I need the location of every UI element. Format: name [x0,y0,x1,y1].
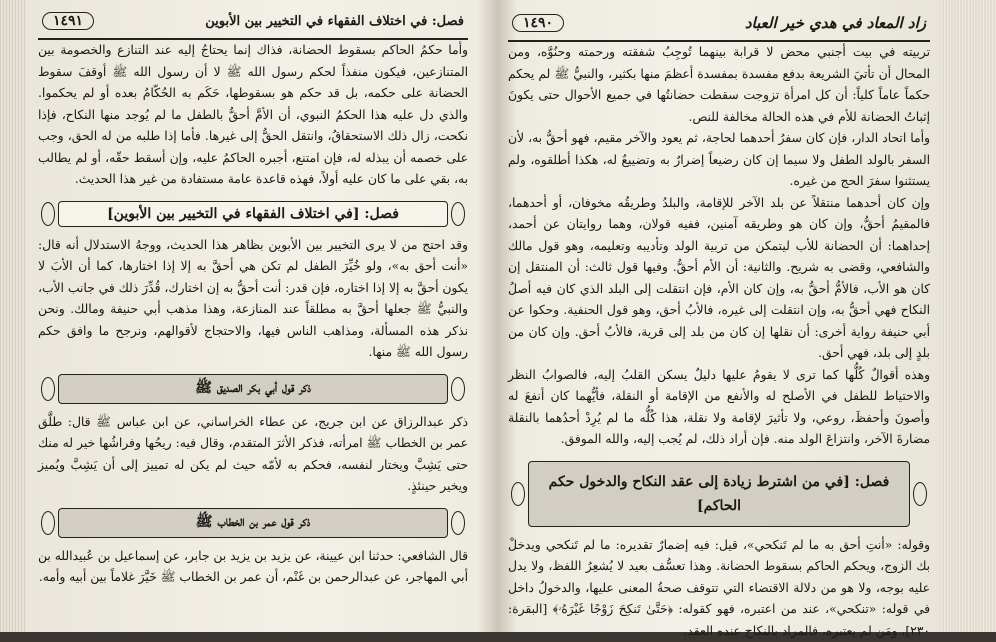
page-number: ١٤٩١ [42,12,94,30]
paragraph: قال الشافعي: حدثنا ابن عيينة، عن يزيد بن يزيد بن جابر، عن إسماعيل بن عُبيدالله بن أبي المهاجر، عن عبدالرحمن بن غَنْم، أن عمر بن الخطاب ﷺ خَيَّرَ غلاماً بين أبيه وأمه. [38,546,468,589]
paragraph: وقد احتج من لا يرى التخيير بين الأبوين بظاهر هذا الحديث، ووجهُ الاستدلال أنه قال: «أنت أحق به»، ولو خُيِّرَ الطفل لم تكن هي أحقَّ به إلا إذا اختارها، كما أن الأبَ لا يكون أحقَّ به إلا إذا اختاره، فإن قدر: أنت أحقُّ به إن اختارك، قُدِّرَ ذلك في جانب الأب، والنبيُّ ﷺ جعلها أحقَّ به مطلقاً عند المنازعة، وهذا مذهب أبي حنيفة ومالك. ونحن نذكر هذه المسألة، ومذاهب الناس فيها، والاحتجاج لأقوالهم، ونرجح ما وافق حكم رسول الله ﷺ منها. [38,235,468,364]
running-title: فصل: في اختلاف الفقهاء في التخيير بين الأبوين [205,14,464,29]
page-number: ١٤٩٠ [512,14,564,32]
left-page-header [38,6,468,40]
paragraph: وأما اتحاد الدار، فإن كان سفرُ أحدهما لحاجة، ثم يعود والآخر مقيم، فهو أحقُّ به، لأن السفر بالولد الطفل ولا سيما إن كان رضيعاً إضرارٌ به وتضييعٌ له، هكذا أطلقوه، ولم يستثنوا سفرَ الحج من غيره. [508,128,930,193]
paragraph: وقوله: «أنتِ أحق به ما لم تَنكحي»، قيل: فيه إضمارٌ تقديره: ما لم تَنكحي ويدخلْ بك الزوج، ويحكم الحاكم بسقوط الحضانة. وهذا تعسُّف بعيد لا يُشعِرُ اللفظ، ولا يدل عليه بوجه، ولا هو من دلالة الاقتضاء التي تتوقف صحةُ المعنى عليها، والدخولُ داخل في قوله: «تنكحي»، عند من اعتبره، فهو كقوله: ﴿حَتَّىٰ تَنكِحَ زَوْجًا غَيْرَهُۥ﴾ [البقرة: ٢٣٠]، ومَن لم يعتبره، فالمراد بالنكاح عنده العقد. [508,535,930,642]
section-heading: فصل: [في اختلاف الفقهاء في التخيير بين الأبوين] [58,201,448,227]
right-page [500,0,940,632]
left-page [30,0,482,632]
paragraph: وأما حكمُ الحاكم بسقوط الحضانة، فذاك إنما يحتاجُ إليه عند التنازع والخصومة بين المتنازعين، فيكون منفذاً لحكم رسول الله ﷺ لا أن رسول الله ﷺ أوقفَ سقوط الحضانة على حكمه، بل قد حكم هو بسقوطها، حَكَم به الحُكّامُ بعده أو لم يحكموا. والذي دل عليه هذا الحكمُ النبوي، أن الأمَّ أحقُّ بالطفل ما لم يُوجد منها النكاح، فإذا نكحت، زال ذلك الاستحقاقُ، وانتقل الحقُّ إلى غيرها. فأما إذا طلبه من له الحق، وجب على خصمه أن يبذله له، فإن امتنع، أجبره الحاكمُ عليه، وإن أسقط حقّه، أو لم يطالب به، بقي على ما كان عليه أولاً، فهذه قاعدة عامة مستفادة من غير هذا الحديث. [38,40,468,191]
right-page-edges [940,0,996,632]
paragraph: وإن كان أحدهما منتقلاً عن بلد الآخر للإقامة، والبلدُ وطريقُه مخوفان، أو أحدهما، فالمقيمُ أحقُّ، وإن كان هو وطريقه آمنين، ففيه قولان، وهما روايتان عن أحمد، إحداهما: أن الحضانة للأب ليتمكن من تربية الولد وتأديبه وتعليمه، وهو قول مالك والشافعي، وقضى به شريح. والثانية: أن الأم أحقُّ. وفيها قول ثالث: أن المنتقل إن كان هو الأب، فالأمُّ أحقُّ به، وإن كان الأم، فإن انتقلت إلى البلد الذي كان فيه أصلُ النكاح فهي أحقُّ به، وإن انتقلت إلى غيره، فالأبُ أحق، وهو قول الحنفية. وحكوا عن أبي حنيفة رواية أخرى: أن نقلها إن كان من بلد إلى قرية، فالأبُ أحق. وإن كان من بلدٍ إلى بلد، فهي أحق. [508,193,930,365]
left-page-edges [0,0,26,632]
book-title: زاد المعاد في هدي خير العباد [745,14,926,32]
section-heading: ذكر قول عمر بن الخطاب ﷺ [58,508,448,538]
paragraph: وهذه أقوالٌ كُلُّها كما ترى لا يقومُ عليها دليلٌ يسكن القلبُ إليه، فالصوابُ النظر والاحتياط للطفل في الأصلح له والأنفع من الإقامة أو النقلة، فأيُّهما كان أنفعَ له وأصونَ وأحفظَ، روعي، ولا تأثيرَ لإقامة ولا نقلة، هذا كُلُّه ما لم يُرِدْ أحدُهما بالنقلة مضارةَ الآخر، وانتزاعَ الولد منه. فإن أراد ذلك، لم يُجب إليه، والله الموفق. [508,365,930,451]
paragraph: ذكر عبدالرزاق عن ابن جريج، عن عطاء الخراساني، عن ابن عباس ﷺ قال: طلَّق عمر بن الخطاب ﷺ امرأته، فذكر الأثرَ المتقدم، وقال فيه: ريحُها وفراشُها خير له منك حتى يَشِبَّ ويختار لنفسه، فحكم به لأمّه حيث لم يكن له تمييز إلى أن يَشِبَّ ويُميز ويخير حينئذٍ. [38,412,468,498]
right-page-header [508,8,930,42]
section-heading: فصل: [في من اشترط زيادة إلى عقد النكاح والدخول حكم الحاكم] [528,461,910,527]
paragraph: تربيته في بيت أجنبي محض لا قرابة بينهما تُوجِبُ شفقته ورحمته وحنُوَّه، ومن المحال أن تأتيَ الشريعة بدفع مفسدة بمفسدة أعظمَ منها بكثير، والنبيُّ ﷺ لم يحكم حكماً عاماً كلياً: أن كل امرأة تزوجت سقطت حضانتُها في جميع الأحوال حتى يكونَ إثباتُ الحضانة للأم في هذه الحالة مخالفة للنص. [508,42,930,128]
section-heading: ذكر قول أبي بكر الصديق ﷺ [58,374,448,404]
